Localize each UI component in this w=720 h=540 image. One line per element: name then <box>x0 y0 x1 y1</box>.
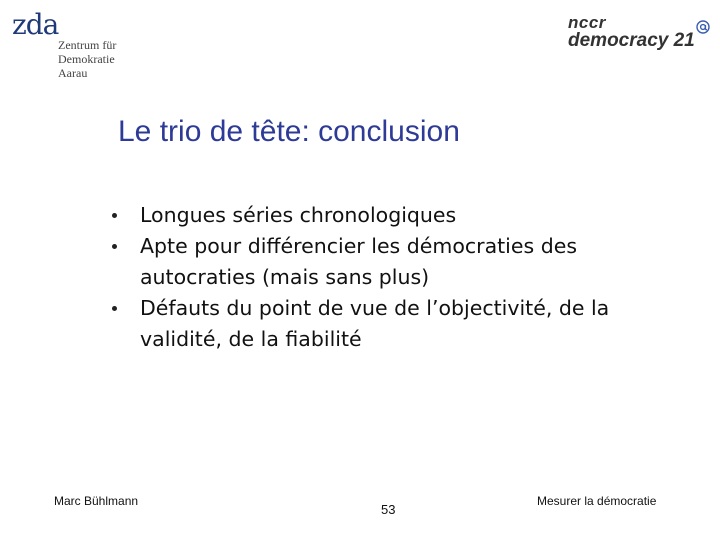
footer-topic: Mesurer la démocratie <box>537 494 657 508</box>
bullet-text: Apte pour différencier les démocraties des autocraties (mais sans plus) <box>140 234 577 289</box>
nccr-logo-bottom: democracy 21 <box>568 30 695 51</box>
bullet-item <box>112 200 692 231</box>
bullet-item <box>112 231 692 293</box>
bullet-list <box>112 200 692 355</box>
at-sign-icon <box>696 20 710 34</box>
bullet-item <box>112 293 692 355</box>
zda-logo-line: Zentrum für <box>58 38 117 52</box>
zda-logo-text <box>58 38 116 80</box>
slide-title: Le trio de tête: conclusion <box>118 115 460 148</box>
nccr-logo <box>566 14 716 54</box>
zda-logo-line: Demokratie <box>58 52 115 66</box>
zda-logo-mark: zda <box>12 8 59 41</box>
bullet-dot-icon <box>112 213 117 218</box>
bullet-dot-icon <box>112 244 117 249</box>
bullet-text: Longues séries chronologiques <box>140 203 457 227</box>
bullet-dot-icon <box>112 306 117 311</box>
bullet-text: Défauts du point de vue de l’objectivité, de la validité, de la fiabilité <box>140 296 610 351</box>
footer-author: Marc Bühlmann <box>54 494 139 508</box>
zda-logo <box>12 8 142 83</box>
nccr-logo-top: nccr <box>568 13 606 32</box>
zda-logo-line: Aarau <box>58 66 88 80</box>
page-number: 53 <box>381 502 396 517</box>
